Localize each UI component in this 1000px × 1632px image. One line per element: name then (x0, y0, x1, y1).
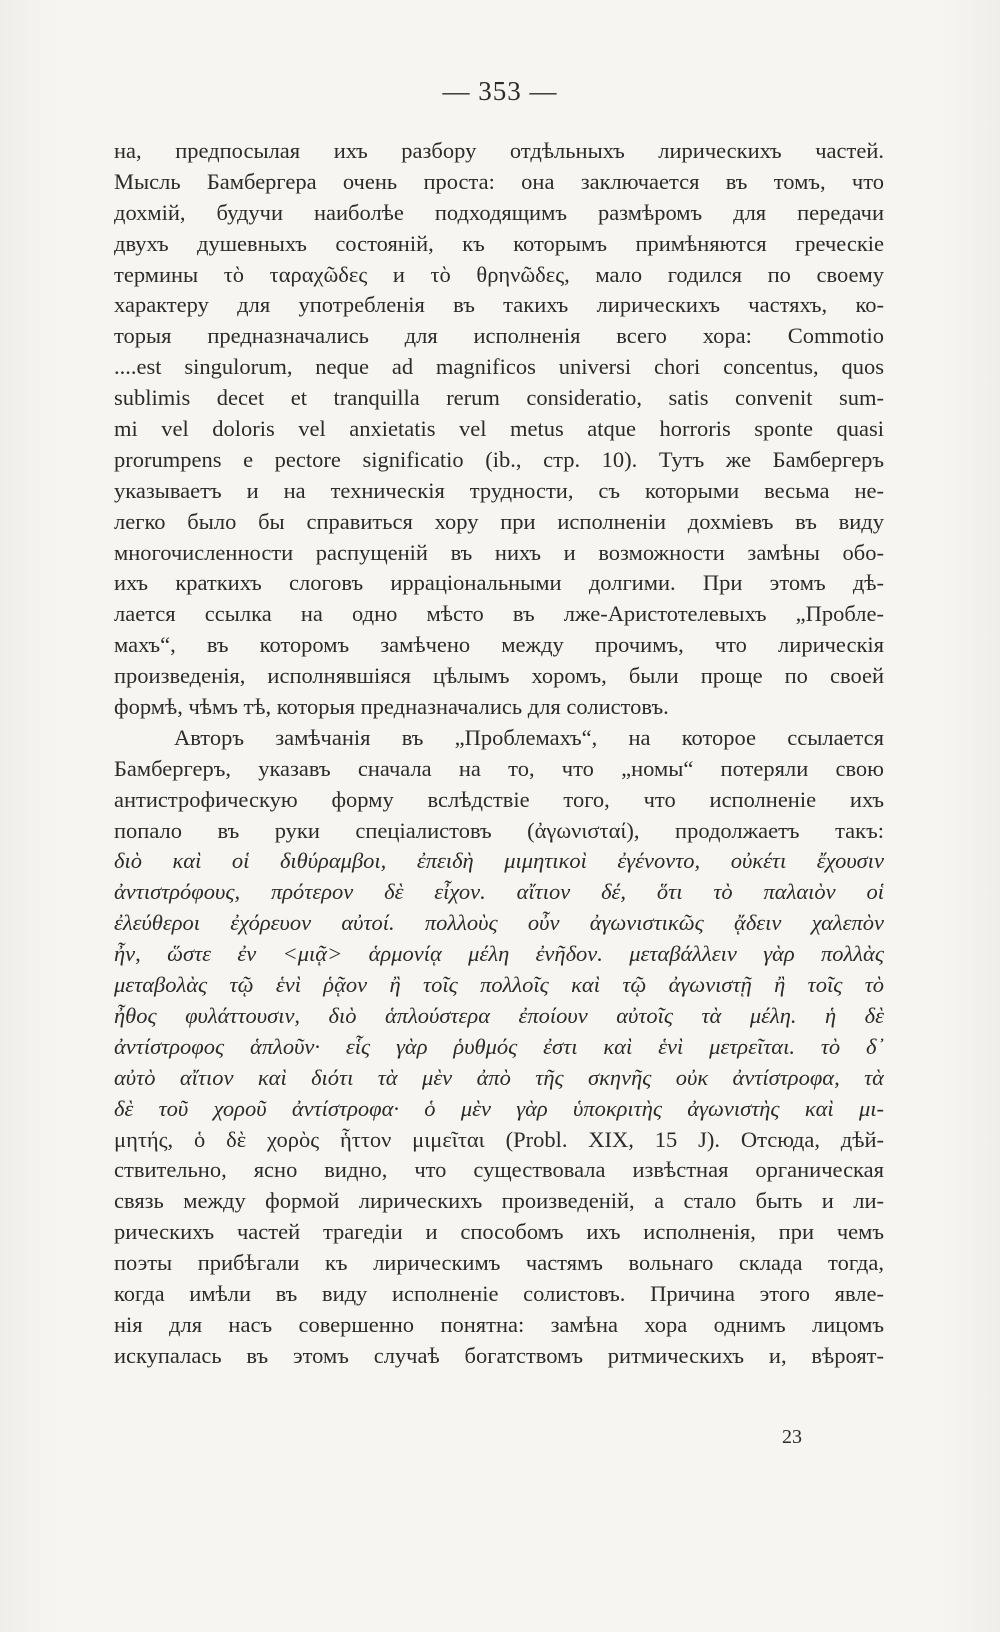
text-line: произведенія, исполнявшіяся цѣлымъ хоромъ, были проще по своей (114, 663, 884, 689)
text-line: искупалась въ этомъ случаѣ богатствомъ ритмическихъ и, вѣроят- (114, 1342, 884, 1368)
text-line: ствительно, ясно видно, что существовала извѣстная органическая (114, 1157, 884, 1183)
text-line: дохмій, будучи наиболѣе подходящимъ размѣромъ для передачи (114, 199, 884, 225)
greek-quote-line: αὐτὸ αἴτιον καὶ διότι τὰ μὲν ἀπὸ τῆς σκηνῆς οὐκ ἀντίστροφα, τὰ (114, 1064, 884, 1090)
text-line: характеру для употребленія въ такихъ лирическихъ частяхъ, ко- (114, 292, 884, 318)
text-line: Авторъ замѣчанія въ „Проблемахъ“, на которое ссылается (174, 724, 884, 750)
text-line: легко было бы справиться хору при исполненіи дохміевъ въ виду (114, 508, 884, 534)
text-line: ихъ краткихъ слоговъ ирраціональными долгими. При этомъ дѣ- (114, 570, 884, 596)
signature-mark: 23 (782, 1426, 802, 1448)
text-line: Мысль Бамбергера очень проста: она заключается въ томъ, что (114, 168, 884, 194)
text-line: mi vel doloris vel anxietatis vel metus atque horroris sponte quasi (114, 416, 884, 442)
greek-quote-line: ἦθος φυλάττουσιν, διὸ ἁπλούστερα ἐποίουν αὐτοῖς τὰ μέλη. ἡ δὲ (114, 1002, 884, 1028)
text-line: нія для насъ совершенно понятна: замѣна хора однимъ лицомъ (114, 1311, 884, 1337)
greek-quote-line: μεταβολὰς τῷ ἑνὶ ῥᾷον ἢ τοῖς πολλοῖς καὶ τῷ ἀγωνιστῇ ἢ τοῖς τὸ (114, 972, 884, 998)
text-line: prorumpens e pectore significatio (ib., стр. 10). Тутъ же Бамбергеръ (114, 446, 884, 472)
text-line: лается ссылка на одно мѣсто въ лже-Аристотелевыхъ „Пробле- (114, 601, 884, 627)
text-line: sublimis decet et tranquilla rerum consideratio, satis convenit sum- (114, 385, 884, 411)
text-line: формѣ, чѣмъ тѣ, которыя предназначались для солистовъ. (114, 694, 669, 720)
text-line: связь между формой лирическихъ произведеній, а стало быть и ли- (114, 1188, 884, 1214)
text-line: многочисленности распущеній въ нихъ и возможности замѣны обо- (114, 539, 884, 565)
text-line: термины τὸ ταραχῶδες и τὸ θρηνῶδες, мало годился по своему (114, 261, 884, 287)
text-line: махъ“, въ которомъ замѣчено между прочимъ, что лирическія (114, 632, 884, 658)
text-line: поэты прибѣгали къ лирическимъ частямъ вольнаго склада тогда, (114, 1250, 884, 1276)
greek-quote-line: ἀντίστροφος ἁπλοῦν· εἷς γὰρ ῥυθμός ἐστι καὶ ἑνὶ μετρεῖται. τὸ δ᾽ (114, 1033, 884, 1059)
greek-quote-line: ἀντιστρόφους, πρότερον δὲ εἶχον. αἴτιον δέ, ὅτι τὸ παλαιὸν οἱ (114, 879, 884, 905)
text-line: ....est singulorum, neque ad magnificos universi chori concentus, quos (114, 354, 884, 380)
text-line: рическихъ частей трагедіи и способомъ ихъ исполненія, при чемъ (114, 1219, 884, 1245)
text-line: Бамбергеръ, указавъ сначала на то, что „номы“ потеряли свою (114, 755, 884, 781)
greek-quote-line: διὸ καὶ οἱ διθύραμβοι, ἐπειδὴ μιμητικοὶ ἐγένοντο, οὐκέτι ἔχουσιν (114, 848, 884, 874)
text-line: торыя предназначались для исполненія всего хора: Commotio (114, 323, 884, 349)
greek-quote-line: ἐλεύθεροι ἐχόρευον αὐτοί. πολλοὺς οὖν ἀγωνιστικῶς ᾄδειν χαλεπὸν (114, 910, 884, 936)
text-line: попало въ руки спеціалистовъ (ἀγωνισταί), продолжаетъ такъ: (114, 817, 884, 843)
text-line: когда имѣли въ виду исполненіе солистовъ. Причина этого явле- (114, 1280, 884, 1306)
greek-quote-line: δὲ τοῦ χοροῦ ἀντίστροφα· ὁ μὲν γὰρ ὑποκριτὴς ἀγωνιστὴς καὶ μι- (114, 1095, 884, 1121)
text-line: μητής, ὁ δὲ χορὸς ἧττον μιμεῖται (Probl. XIX, 15 J). Отсюда, дѣй- (114, 1126, 884, 1152)
greek-quote-line: ἦν, ὥστε ἐν <μιᾷ> ἁρμονίᾳ μέλη ἐνῆδον. μεταβάλλειν γὰρ πολλὰς (114, 941, 884, 967)
text-line: двухъ душевныхъ состояній, къ которымъ примѣняются греческіе (114, 230, 884, 256)
page-number-header: — 353 — (442, 76, 558, 106)
text-line: на, предпосылая ихъ разбору отдѣльныхъ лирическихъ частей. (114, 138, 884, 163)
text-line: указываетъ и на техническія трудности, съ которыми весьма не- (114, 477, 884, 503)
body-text (114, 136, 884, 1372)
text-line: антистрофическую форму вслѣдствіе того, что исполненіе ихъ (114, 786, 884, 812)
